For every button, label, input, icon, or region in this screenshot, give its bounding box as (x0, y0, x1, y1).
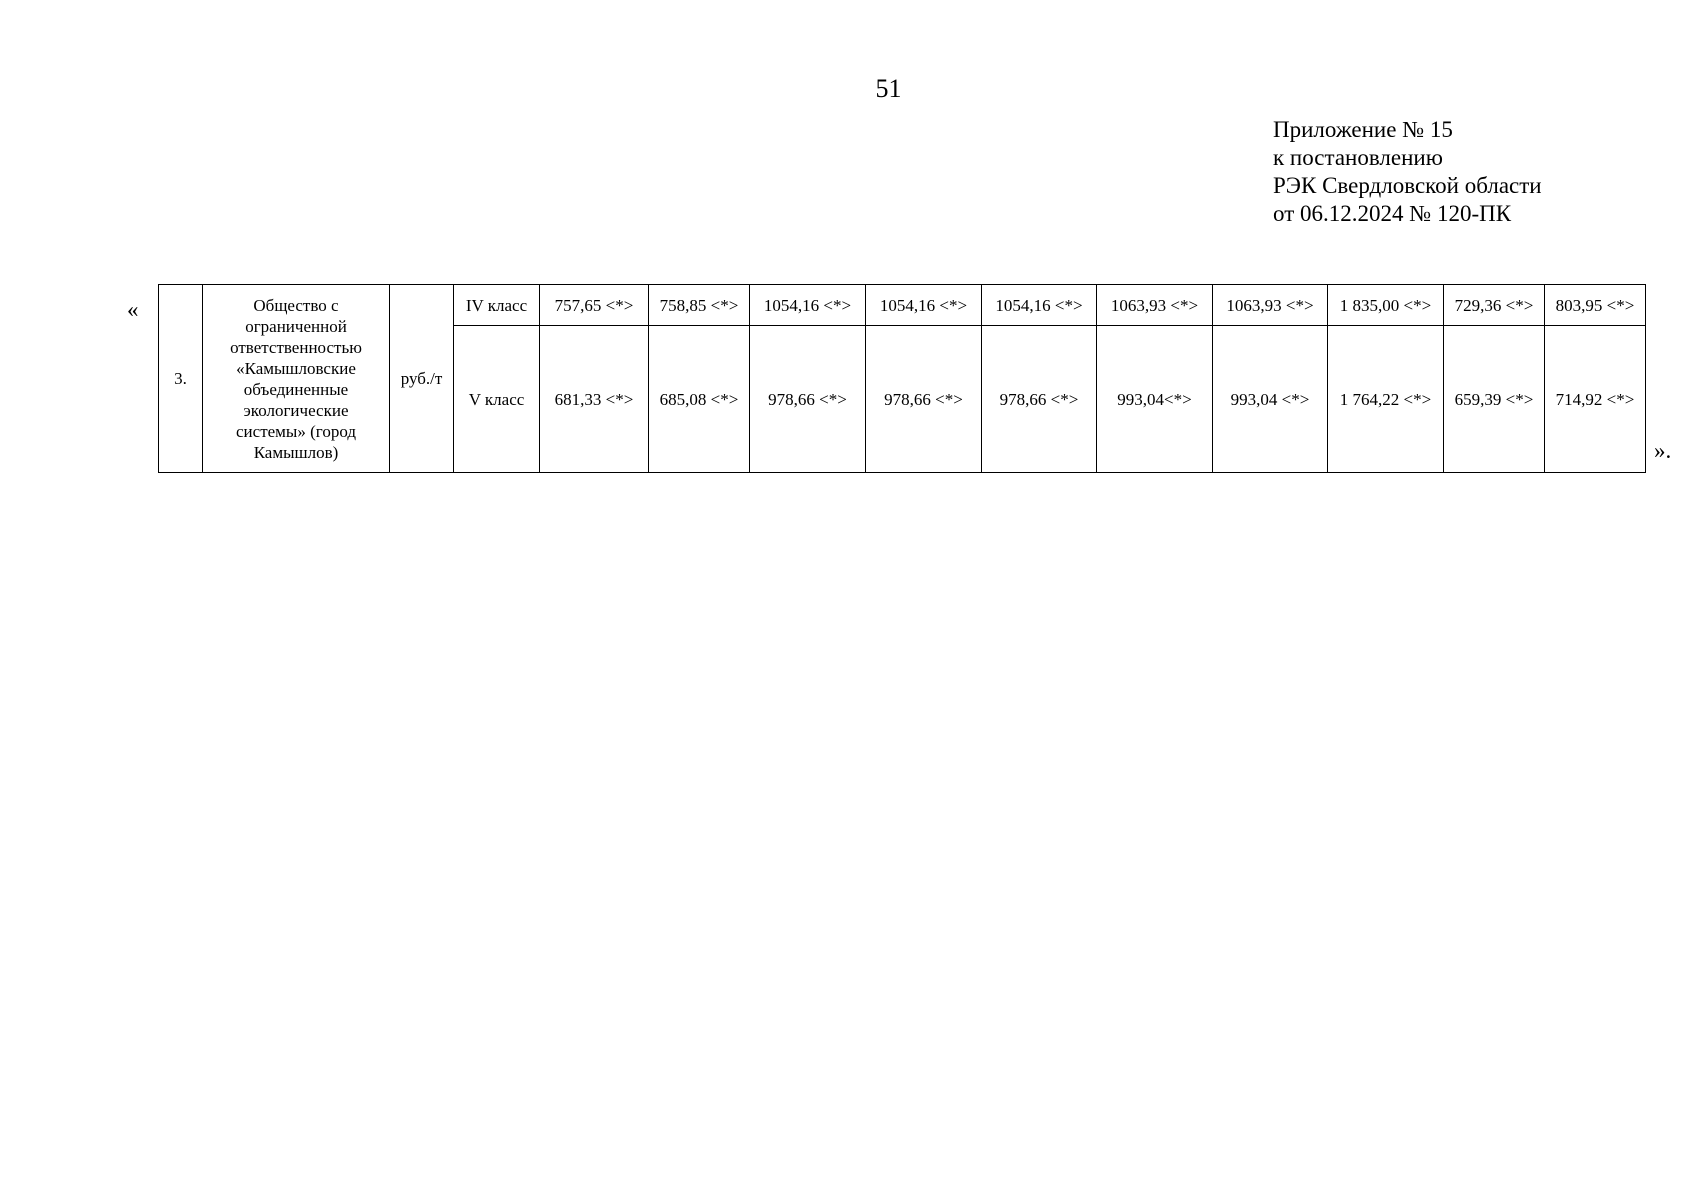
page-number: 51 (875, 74, 902, 103)
appendix-line-3: РЭК Свердловской области (1273, 173, 1542, 198)
value-cell: 993,04 <*> (1213, 326, 1328, 473)
value-cell: 803,95 <*> (1545, 285, 1646, 326)
value-cell: 1 764,22 <*> (1328, 326, 1444, 473)
value-cell: 1 835,00 <*> (1328, 285, 1444, 326)
closing-quote-mark: ». (1654, 438, 1672, 463)
value-cell: 978,66 <*> (866, 326, 982, 473)
appendix-line-1: Приложение № 15 (1273, 117, 1453, 142)
value-cell: 978,66 <*> (982, 326, 1097, 473)
value-cell: 1063,93 <*> (1213, 285, 1328, 326)
value-cell: 757,65 <*> (540, 285, 649, 326)
unit-cell: руб./т (390, 285, 454, 473)
value-cell: 1054,16 <*> (750, 285, 866, 326)
value-cell: 1054,16 <*> (866, 285, 982, 326)
tariff-table (158, 284, 1646, 473)
appendix-heading (1273, 116, 1542, 228)
appendix-line-2: к постановлению (1273, 145, 1443, 170)
value-cell: 659,39 <*> (1444, 326, 1545, 473)
value-cell: 681,33 <*> (540, 326, 649, 473)
value-cell: 993,04<*> (1097, 326, 1213, 473)
organization-cell: Общество с ограниченной ответственностью «Камышловские объединенные экологические системы» (город Камышлов) (203, 285, 390, 473)
value-cell: 685,08 <*> (649, 326, 750, 473)
value-cell: 758,85 <*> (649, 285, 750, 326)
value-cell: 1063,93 <*> (1097, 285, 1213, 326)
appendix-line-4: от 06.12.2024 № 120-ПК (1273, 201, 1512, 226)
class-label-cell: V класс (454, 326, 540, 473)
value-cell: 729,36 <*> (1444, 285, 1545, 326)
table-row (159, 285, 1646, 326)
value-cell: 978,66 <*> (750, 326, 866, 473)
value-cell: 714,92 <*> (1545, 326, 1646, 473)
class-label-cell: IV класс (454, 285, 540, 326)
row-number-cell: 3. (159, 285, 203, 473)
value-cell: 1054,16 <*> (982, 285, 1097, 326)
opening-quote-mark: « (127, 297, 139, 322)
